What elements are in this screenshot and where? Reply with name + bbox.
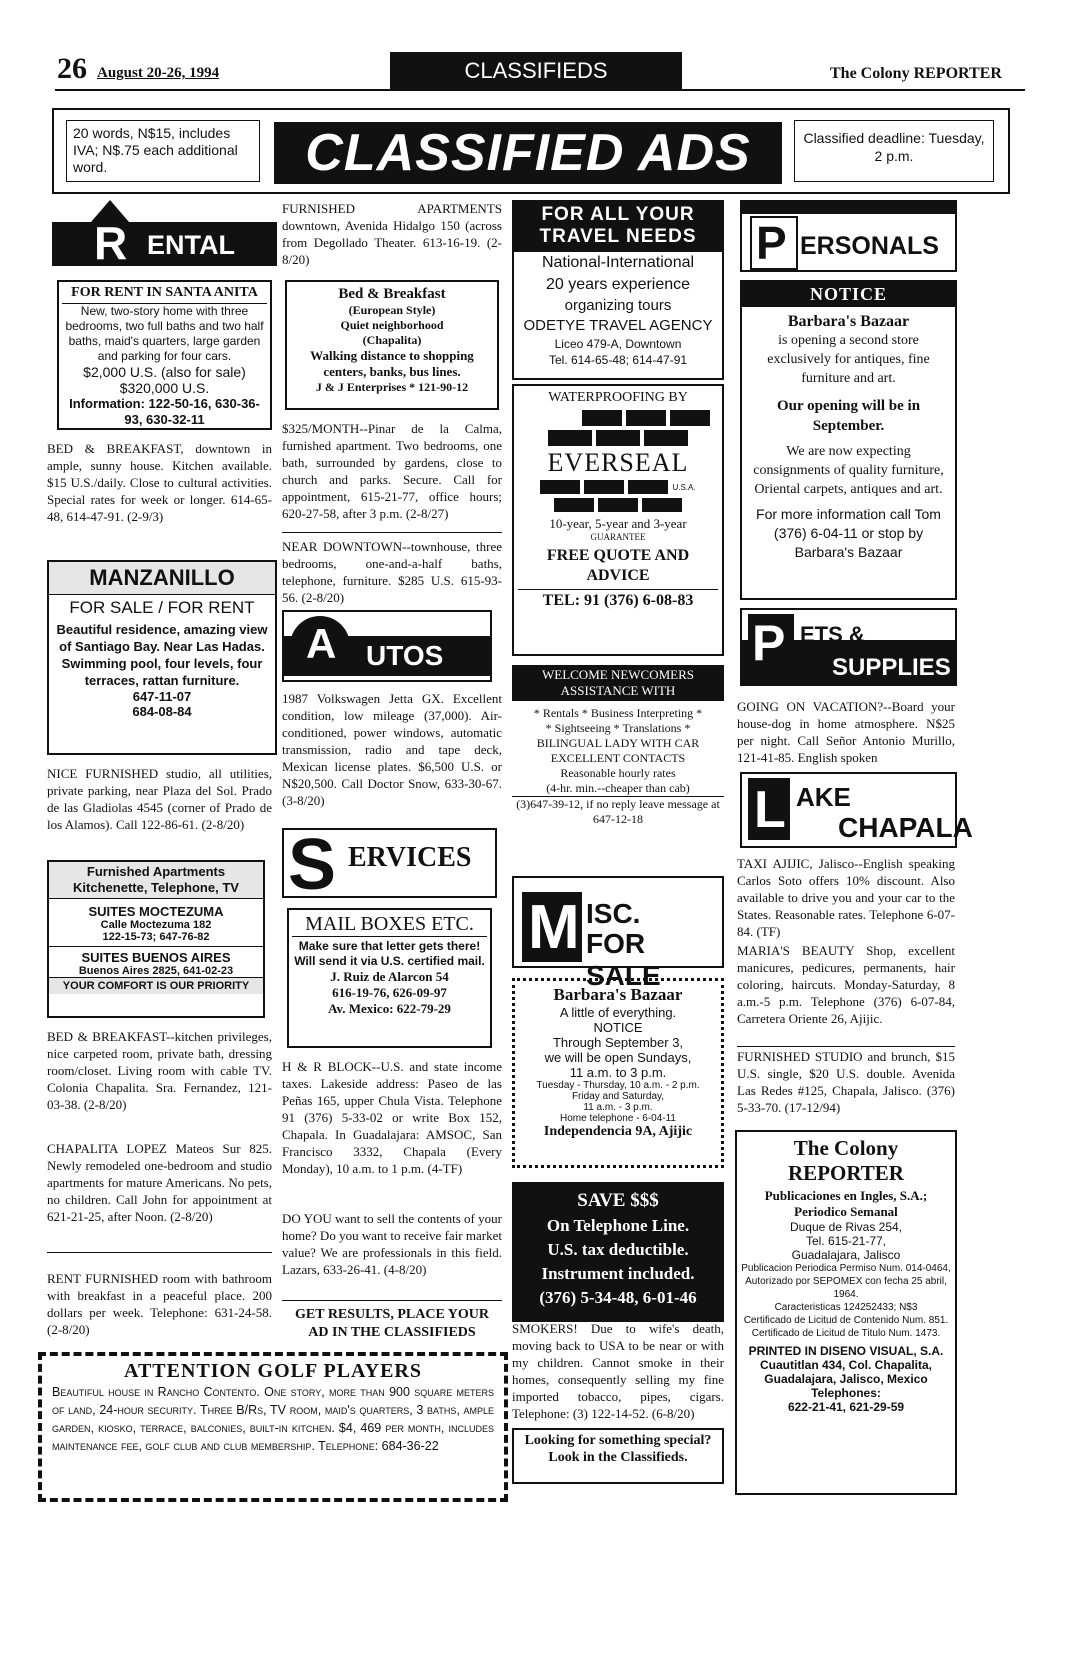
everseal-ad: [512, 384, 724, 656]
colophon-l12: Cuautitlan 434, Col. Chapalita,: [759, 1358, 933, 1372]
suites-ad: [47, 860, 265, 1018]
issue-date: August 20-26, 1994: [97, 65, 220, 81]
divider: [737, 1046, 955, 1047]
section-title-text: CLASSIFIEDS: [464, 58, 608, 83]
colophon-l8: Caracteristicas 124252433; N$3: [774, 1302, 918, 1313]
masthead: [55, 52, 1025, 92]
chapalita-ad: CHAPALITA LOPEZ Mateos Sur 825. Newly remodeled one-bedroom and studio apartments for mature Americans. No pets, no children. Call John for appointment at 621-21-25, after Noon. (2-8/20): [47, 1141, 272, 1224]
lake-word2: CHAPALA: [838, 812, 973, 843]
suite2-name: SUITES BUENOS AIRES: [81, 950, 231, 965]
travel-l6: ODETYE TRAVEL AGENCY: [523, 317, 713, 334]
newcomers-l1: * Rentals * Business Interpreting *: [533, 706, 703, 720]
hr-block-ad: H & R BLOCK--U.S. and state income taxes. Lakeside address: Paseo de las Peñas 165, upper Chula Vista. Telephone 91 (376) 5-33-02 or write Box 152, Chapala. In Guadalajara: AMSOC, San Francisco 3332, Chapala (Every Monday), 10 a.m. to 1 p.m. (4-TF): [282, 1059, 502, 1176]
santa-anita-info: Information: 122-50-16, 630-36-93, 630-32-11: [69, 396, 260, 427]
rental-letter: R: [94, 217, 128, 269]
lake-letter: L: [754, 781, 786, 839]
save-l1: SAVE $$$: [577, 1190, 659, 1211]
personals-word: ERSONALS: [800, 232, 939, 260]
everseal-tel: TEL: 91 (376) 6-08-83: [518, 589, 718, 610]
services-header: [282, 825, 497, 905]
personals-header: [740, 200, 957, 272]
looking-l2: Look in the Classifieds.: [548, 1450, 688, 1465]
bnb-downtown-ad: BED & BREAKFAST, downtown in ample, sunny house. Kitchen available. $15 U.S./daily. Close to cultural activities. Special rates for week or longer. 614-65-48, 614-47-91. (2-9/3): [47, 441, 272, 524]
manzanillo-ad: [47, 560, 277, 755]
save-l5: (376) 5-34-48, 6-01-46: [539, 1288, 697, 1307]
divider: [282, 532, 502, 533]
bazaar-l5: 11 a.m. to 3 p.m.: [569, 1065, 667, 1080]
everseal-bars-low: [526, 498, 710, 512]
newcomers-l7: (3)647-39-12, if no reply leave message at 647-12-18: [516, 797, 720, 826]
golf-ad: [38, 1352, 508, 1502]
everseal-usa: U.S.A.: [672, 482, 696, 492]
manzanillo-phone2: 684-08-84: [132, 704, 192, 719]
mailboxes-ad: [287, 908, 492, 1048]
rental-word: ENTAL: [147, 230, 235, 260]
bnb-box-ad: [285, 280, 499, 410]
autos-letter: A: [306, 620, 337, 667]
travel-l5: organizing tours: [564, 297, 672, 314]
manzanillo-body: Beautiful residence, amazing view of Santiago Bay. Near Las Hadas. Swimming pool, four levels, four terraces, rattan furniture.: [56, 622, 268, 688]
deadline-box: [794, 120, 994, 182]
golf-title: ATTENTION GOLF PLAYERS: [124, 1360, 422, 1382]
lazars-ad: DO YOU want to sell the contents of your home? Do you want to receive fair market value? We are professionals in this field. Lazars, 633-26-41. (4-8/20): [282, 1211, 502, 1277]
travel-l4: 20 years experience: [545, 276, 691, 293]
colophon-l13: Guadalajara, Jalisco, Mexico: [764, 1372, 928, 1386]
manzanillo-sub: FOR SALE / FOR RENT: [69, 598, 255, 617]
suite1-name: SUITES MOCTEZUMA: [88, 904, 224, 919]
newcomers-l6: (4-hr. min.--cheaper than cab): [512, 781, 724, 797]
bnb-box-l2: Quiet neighborhood: [340, 318, 444, 332]
services-word: ERVICES: [348, 842, 472, 873]
misc-word2: FOR SALE: [586, 928, 661, 991]
suite1-phone: 122-15-73; 647-76-82: [49, 931, 263, 947]
taxi-ad: TAXI AJIJIC, Jalisco--English speaking Carlos Soto offers 10% discount. Also available to drive you and your car to the States. Reasonable rates. Telephone 6-07-84. (TF): [737, 856, 955, 939]
rent-room-ad: RENT FURNISHED room with bathroom with breakfast in a peaceful place. 200 dollars per week. Telephone: 631-24-58. (2-8/20): [47, 1271, 272, 1337]
jetta-ad: 1987 Volkswagen Jetta GX. Excellent condition, low mileage (37,000). Air-conditioned, power windows, automatic transmission, radio and tape deck, Mexican license plates. $6,500 U.S. or N$20,500. Call Doctor Snow, 633-30-67. (3-8/20): [282, 691, 502, 808]
pinar-ad: $325/MONTH--Pinar de la Calma, furnished apartment. Two bedrooms, one bath, surrounded by gardens, close to church and parks. Secure. Call for appointment, 615-21-77, office hours; 620-27-58, after 3 p.m. (2-8/27): [282, 421, 502, 521]
notice-title: Barbara's Bazaar: [787, 313, 910, 330]
misc-letter: M: [528, 893, 580, 962]
manzanillo-phone1: 647-11-07: [132, 689, 192, 704]
colophon-l10: Certificado de Licitud de Titulo Num. 1473.: [751, 1328, 941, 1339]
bnb-box-l3: (Chapalita): [362, 333, 422, 347]
colophon-l5: Guadalajara, Jalisco: [791, 1248, 901, 1262]
bazaar-l3: Through September 3,: [552, 1035, 684, 1050]
mailboxes-title: MAIL BOXES ETC.: [292, 913, 487, 937]
beauty-ad: MARIA'S BEAUTY Shop, excellent manicures, pedicures, permanents, hair coloring, haircuts. Monday-Saturday, 8 a.m.-5 p.m. Telephone (376) 6-07-84, Carretera Oriente 26, Ajijic.: [737, 943, 955, 1026]
classified-banner: [52, 108, 1010, 194]
rate-text: 20 words, N$15, includes IVA; N$.75 each additional word.: [73, 125, 238, 175]
rental-header: [52, 200, 277, 268]
get-results-ad: GET RESULTS, PLACE YOUR AD IN THE CLASSIFIEDS: [295, 1307, 489, 1340]
save-ad: [512, 1182, 724, 1322]
studio-ad: NICE FURNISHED studio, all utilities, private parking, near Plaza del Sol. Prado de las Gladiolas 4545 (corner of Prado de los Alamos). Call 122-86-61. (2-8/20): [47, 766, 272, 832]
suites-slogan: YOUR COMFORT IS OUR PRIORITY: [49, 977, 263, 994]
bnb-box-l4: Walking distance to shopping centers, banks, bus lines.: [310, 348, 474, 379]
bazaar-l2: NOTICE: [593, 1020, 643, 1035]
masthead-rule: [55, 89, 1025, 91]
notice-l2: Our opening will be in September.: [776, 398, 921, 434]
notice-l1: is opening a second store exclusively for antiques, fine furniture and art.: [767, 333, 930, 386]
rate-box: [66, 120, 260, 182]
save-l4: Instrument included.: [541, 1264, 695, 1283]
colophon-title1: The Colony: [793, 1136, 899, 1160]
everseal-guarantee: GUARANTEE: [590, 532, 646, 542]
suites-header: Furnished Apartments Kitchenette, Telephone, TV: [49, 862, 263, 899]
newcomers-ad: [512, 665, 724, 826]
colophon-l6: Publicacion Periodica Permiso Num. 014-0464,: [741, 1263, 951, 1274]
autos-header: [282, 610, 492, 682]
furnished-apartments-ad: FURNISHED APARTMENTS downtown, Avenida Hidalgo 150 (across from Degollado Theater. 613-16-19. (2-8/20): [282, 201, 502, 267]
bnb-kitchen-ad: BED & BREAKFAST--kitchen privileges, nice carpeted room, private bath, dressing room/closet. Living room with cable TV. Colonia Chapalita. Sra. Fernandez, 121-03-38. (2-8/20): [47, 1029, 272, 1112]
suite1-address: Calle Moctezuma 182: [100, 919, 212, 931]
colophon-l15: 622-21-41, 621-29-59: [787, 1400, 905, 1414]
travel-l7: Liceo 479-A, Downtown: [554, 337, 682, 351]
everseal-name: EVERSEAL: [547, 448, 689, 477]
vacation-ad: GOING ON VACATION?--Board your house-dog in home atmosphere. N$25 per night. Call Señor Antonio Murillo, 121-41-85. English spoken: [737, 699, 955, 765]
pets-header: [740, 608, 957, 686]
travel-ad: [512, 200, 724, 380]
divider: [282, 1300, 502, 1301]
bazaar-l1: A little of everything.: [559, 1005, 677, 1020]
notice-l4: For more information call Tom (376) 6-04-11 or stop by Barbara's Bazaar: [756, 506, 941, 560]
everseal-bars-mid: [526, 430, 710, 446]
notice-ad: [740, 280, 957, 600]
lake-header: [740, 772, 973, 848]
colophon: [735, 1130, 957, 1495]
mailboxes-l1: Make sure that letter gets there! Will send it via U.S. certified mail.: [294, 939, 485, 968]
brunch-ad: FURNISHED STUDIO and brunch, $15 U.S. single, $20 U.S. double. Avenida Las Redes #125, Chapala, Jalisco. (376) 5-33-70. (17-12/94): [737, 1049, 955, 1115]
santa-anita-price2: $320,000 U.S.: [119, 380, 210, 396]
bazaar-l9: Home telephone - 6-04-11: [560, 1113, 676, 1124]
bazaar-ad: [512, 978, 724, 1168]
mailboxes-l3: 616-19-76, 626-09-97: [332, 985, 447, 1000]
everseal-bars-bot: [522, 480, 714, 494]
banner-title: [274, 122, 782, 184]
travel-l1: FOR ALL YOUR: [514, 202, 722, 226]
autos-word: UTOS: [366, 640, 444, 671]
colophon-l4: Tel. 615-21-77,: [805, 1234, 887, 1248]
services-letter: S: [288, 825, 337, 905]
bazaar-title: Barbara's Bazaar: [553, 985, 683, 1004]
everseal-quote: FREE QUOTE AND ADVICE: [546, 547, 690, 584]
everseal-top: WATERPROOFING BY: [548, 390, 688, 405]
divider: [47, 1252, 272, 1253]
colophon-l11: PRINTED IN DISENO VISUAL, S.A.: [748, 1344, 944, 1358]
save-l2: On Telephone Line.: [546, 1216, 690, 1235]
colophon-l1: Publicaciones en Ingles, S.A.;: [764, 1188, 928, 1203]
personals-bar: [742, 202, 955, 214]
manzanillo-title: MANZANILLO: [49, 562, 275, 595]
suite2-address: Buenos Aires 2825, 641-02-23: [78, 965, 234, 977]
bazaar-l7: Friday and Saturday,: [571, 1091, 665, 1102]
smokers-ad: SMOKERS! Due to wife's death, moving back to USA to be near or with my children. Cannot smoke in their homes, consequently selling my fine imported tobacco, pipes, cigars. Telephone: (3) 122-14-52. (6-8/20): [512, 1321, 724, 1421]
colophon-l3: Duque de Rivas 254,: [789, 1220, 903, 1234]
bazaar-l6: Tuesday - Thursday, 10 a.m. - 2 p.m.: [536, 1080, 700, 1091]
santa-anita-body: New, two-story home with three bedrooms, two full baths and two half baths, maid's quarters, large garden and parking for four cars.: [65, 304, 264, 363]
santa-anita-title: FOR RENT IN SANTA ANITA: [62, 285, 267, 304]
newcomers-header: WELCOME NEWCOMERS ASSISTANCE WITH: [512, 665, 724, 701]
lake-word1: AKE: [796, 782, 851, 812]
page-number: 26: [57, 52, 87, 85]
personals-letter: P: [756, 217, 787, 269]
notice-l3: We are now expecting consignments of quality furniture, Oriental carpets, antiques and art.: [753, 444, 944, 497]
travel-l8: Tel. 614-65-48; 614-47-91: [548, 353, 688, 367]
townhouse-ad: NEAR DOWNTOWN--townhouse, three bedrooms, one-and-a-half baths, telephone, furniture. $285 U.S. 615-93-56. (2-8/20): [282, 539, 502, 605]
colophon-title2: REPORTER: [788, 1161, 904, 1185]
bazaar-l8: 11 a.m. - 3 p.m.: [583, 1102, 653, 1113]
mailboxes-l4: Av. Mexico: 622-79-29: [328, 1001, 451, 1016]
bnb-box-title: Bed & Breakfast: [338, 286, 446, 302]
deadline-text: Classified deadline: Tuesday, 2 p.m.: [803, 130, 985, 164]
bnb-box-l5: J & J Enterprises * 121-90-12: [315, 380, 469, 394]
section-title: [390, 52, 682, 90]
banner-title-text: CLASSIFIED ADS: [305, 124, 751, 182]
colophon-l9: Certificado de Licitud de Contenido Num. 851.: [743, 1315, 949, 1326]
notice-header: NOTICE: [742, 282, 955, 307]
colophon-l7: Autorizado por SEPOMEX con fecha 25 abril, 1964.: [745, 1276, 947, 1300]
colophon-l14: Telephones:: [811, 1386, 881, 1400]
paper-name: The Colony REPORTER: [830, 65, 1002, 82]
pets-word1: ETS &: [800, 622, 865, 647]
newcomers-l4: EXCELLENT CONTACTS: [550, 751, 686, 765]
looking-ad: [512, 1428, 724, 1484]
save-l3: U.S. tax deductible.: [547, 1240, 689, 1259]
pets-letter: P: [752, 615, 786, 671]
mailboxes-l2: J. Ruiz de Alarcon 54: [330, 969, 449, 984]
santa-anita-price1: $2,000 U.S. (also for sale): [83, 364, 246, 380]
bazaar-l10: Independencia 9A, Ajijic: [543, 1124, 693, 1139]
newcomers-l5: Reasonable hourly rates: [560, 766, 676, 780]
golf-body: Beautiful house in Rancho Contento. One story, more than 900 square meters of land, 24-hour security. Three B/Rs, TV room, maid's quarters, 3 baths, ample garden, kiosko, terrace, balconies, built-in kitchen. $4, 469 per month, includes maintenance fee, golf club and club membership. Telephone: 684-36-22: [52, 1385, 494, 1453]
misc-word1: ISC.: [586, 898, 641, 929]
bnb-box-l1: (European Style): [348, 303, 436, 317]
colophon-l2: Periodico Semanal: [794, 1204, 898, 1219]
newcomers-l3: BILINGUAL LADY WITH CAR: [536, 736, 700, 750]
everseal-years: 10-year, 5-year and 3-year: [549, 516, 687, 531]
travel-l2: TRAVEL NEEDS: [514, 226, 722, 252]
bazaar-l4: we will be open Sundays,: [544, 1050, 692, 1065]
travel-l3: National-International: [541, 254, 695, 271]
newcomers-l2: * Sightseeing * Translations *: [545, 721, 691, 735]
looking-l1: Looking for something special?: [524, 1433, 712, 1448]
pets-word2: SUPPLIES: [832, 654, 951, 681]
everseal-bars-top: [526, 410, 710, 426]
misc-header: [512, 876, 724, 991]
santa-anita-ad: [57, 280, 272, 430]
